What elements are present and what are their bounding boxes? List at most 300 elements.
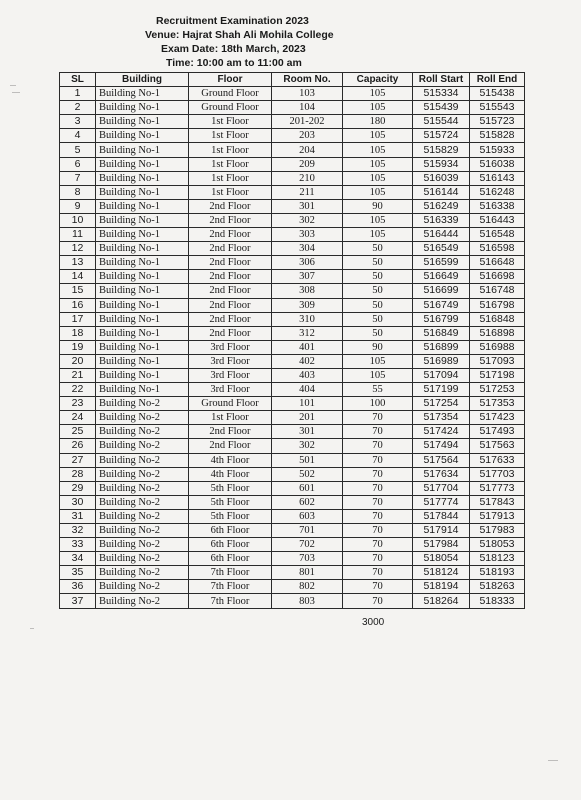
cell-floor: 6th Floor: [189, 524, 272, 538]
cell-floor: 1st Floor: [189, 143, 272, 157]
cell-sl: 22: [60, 383, 96, 397]
cell-floor: 2nd Floor: [189, 228, 272, 242]
table-row: [60, 298, 525, 312]
cell-room-no: 402: [272, 354, 343, 368]
cell-roll-start: 516444: [413, 228, 470, 242]
cell-roll-start: 516799: [413, 312, 470, 326]
cell-capacity: 50: [343, 256, 413, 270]
table-row: [60, 467, 525, 481]
cell-floor: 7th Floor: [189, 566, 272, 580]
cell-room-no: 304: [272, 242, 343, 256]
cell-capacity: 70: [343, 552, 413, 566]
cell-roll-end: 515828: [470, 129, 525, 143]
table-row: [60, 538, 525, 552]
cell-roll-start: 515439: [413, 101, 470, 115]
table-row: [60, 340, 525, 354]
cell-sl: 34: [60, 552, 96, 566]
cell-sl: 25: [60, 425, 96, 439]
cell-room-no: 312: [272, 326, 343, 340]
cell-room-no: 201-202: [272, 115, 343, 129]
cell-capacity: 100: [343, 397, 413, 411]
table-row: [60, 580, 525, 594]
cell-roll-start: 516549: [413, 242, 470, 256]
cell-capacity: 180: [343, 115, 413, 129]
cell-sl: 17: [60, 312, 96, 326]
column-header-room-no: Room No.: [272, 73, 343, 87]
cell-room-no: 310: [272, 312, 343, 326]
table-row: [60, 552, 525, 566]
cell-room-no: 306: [272, 256, 343, 270]
cell-room-no: 404: [272, 383, 343, 397]
cell-room-no: 101: [272, 397, 343, 411]
cell-capacity: 50: [343, 298, 413, 312]
cell-roll-start: 518194: [413, 580, 470, 594]
cell-capacity: 105: [343, 101, 413, 115]
cell-roll-start: 515544: [413, 115, 470, 129]
cell-roll-start: 517494: [413, 439, 470, 453]
exam-date-line: Exam Date: 18th March, 2023: [161, 43, 306, 55]
cell-building: Building No-1: [96, 368, 189, 382]
cell-sl: 31: [60, 509, 96, 523]
cell-room-no: 308: [272, 284, 343, 298]
cell-roll-start: 517634: [413, 467, 470, 481]
cell-sl: 5: [60, 143, 96, 157]
cell-roll-end: 516338: [470, 199, 525, 213]
cell-building: Building No-1: [96, 129, 189, 143]
cell-capacity: 70: [343, 467, 413, 481]
cell-sl: 33: [60, 538, 96, 552]
table-row: [60, 383, 525, 397]
table-row: [60, 256, 525, 270]
cell-roll-end: 516748: [470, 284, 525, 298]
cell-roll-start: 515829: [413, 143, 470, 157]
cell-roll-start: 518054: [413, 552, 470, 566]
cell-roll-start: 516144: [413, 185, 470, 199]
table-row: [60, 213, 525, 227]
cell-roll-start: 517774: [413, 495, 470, 509]
cell-building: Building No-1: [96, 87, 189, 101]
table-header-row: [60, 73, 525, 87]
cell-room-no: 803: [272, 594, 343, 608]
cell-roll-end: 516648: [470, 256, 525, 270]
cell-building: Building No-2: [96, 411, 189, 425]
cell-room-no: 203: [272, 129, 343, 143]
table-row: [60, 270, 525, 284]
table-row: [60, 228, 525, 242]
cell-capacity: 105: [343, 354, 413, 368]
cell-floor: 1st Floor: [189, 171, 272, 185]
table-row: [60, 284, 525, 298]
column-header-roll-end: Roll End: [470, 73, 525, 87]
cell-roll-start: 515934: [413, 157, 470, 171]
cell-roll-start: 517424: [413, 425, 470, 439]
cell-floor: Ground Floor: [189, 87, 272, 101]
cell-capacity: 70: [343, 509, 413, 523]
cell-floor: 2nd Floor: [189, 199, 272, 213]
column-header-floor: Floor: [189, 73, 272, 87]
cell-room-no: 403: [272, 368, 343, 382]
cell-roll-start: 516039: [413, 171, 470, 185]
cell-room-no: 802: [272, 580, 343, 594]
cell-sl: 18: [60, 326, 96, 340]
cell-building: Building No-1: [96, 354, 189, 368]
table-row: [60, 566, 525, 580]
cell-capacity: 105: [343, 368, 413, 382]
cell-room-no: 210: [272, 171, 343, 185]
cell-roll-start: 516599: [413, 256, 470, 270]
cell-building: Building No-2: [96, 453, 189, 467]
cell-building: Building No-2: [96, 566, 189, 580]
cell-capacity: 90: [343, 199, 413, 213]
cell-sl: 7: [60, 171, 96, 185]
table-row: [60, 101, 525, 115]
cell-roll-end: 518053: [470, 538, 525, 552]
cell-sl: 28: [60, 467, 96, 481]
cell-floor: 5th Floor: [189, 509, 272, 523]
table-row: [60, 312, 525, 326]
cell-sl: 23: [60, 397, 96, 411]
cell-roll-start: 517914: [413, 524, 470, 538]
cell-sl: 2: [60, 101, 96, 115]
cell-building: Building No-1: [96, 101, 189, 115]
cell-capacity: 70: [343, 538, 413, 552]
cell-sl: 30: [60, 495, 96, 509]
cell-roll-start: 516699: [413, 284, 470, 298]
cell-roll-end: 518333: [470, 594, 525, 608]
cell-floor: 2nd Floor: [189, 284, 272, 298]
cell-sl: 16: [60, 298, 96, 312]
cell-floor: 2nd Floor: [189, 439, 272, 453]
cell-roll-end: 516598: [470, 242, 525, 256]
table-body: [60, 87, 525, 608]
table-row: [60, 199, 525, 213]
table-row: [60, 185, 525, 199]
cell-roll-end: 518123: [470, 552, 525, 566]
cell-roll-end: 517633: [470, 453, 525, 467]
cell-roll-start: 516649: [413, 270, 470, 284]
cell-capacity: 50: [343, 326, 413, 340]
cell-roll-start: 516989: [413, 354, 470, 368]
cell-sl: 26: [60, 439, 96, 453]
cell-floor: 5th Floor: [189, 481, 272, 495]
cell-capacity: 105: [343, 171, 413, 185]
cell-capacity: 90: [343, 340, 413, 354]
cell-roll-start: 518124: [413, 566, 470, 580]
cell-roll-start: 516249: [413, 199, 470, 213]
cell-building: Building No-1: [96, 270, 189, 284]
cell-roll-start: 517354: [413, 411, 470, 425]
cell-room-no: 211: [272, 185, 343, 199]
cell-floor: Ground Floor: [189, 397, 272, 411]
cell-roll-end: 516248: [470, 185, 525, 199]
cell-building: Building No-1: [96, 298, 189, 312]
table-row: [60, 129, 525, 143]
cell-building: Building No-1: [96, 228, 189, 242]
cell-sl: 1: [60, 87, 96, 101]
cell-sl: 36: [60, 580, 96, 594]
column-header-roll-start: Roll Start: [413, 73, 470, 87]
cell-floor: 3rd Floor: [189, 354, 272, 368]
cell-sl: 19: [60, 340, 96, 354]
cell-roll-end: 516443: [470, 213, 525, 227]
cell-building: Building No-2: [96, 425, 189, 439]
cell-roll-start: 518264: [413, 594, 470, 608]
cell-building: Building No-1: [96, 115, 189, 129]
cell-roll-end: 517703: [470, 467, 525, 481]
table-row: [60, 495, 525, 509]
cell-roll-end: 517253: [470, 383, 525, 397]
cell-roll-start: 515724: [413, 129, 470, 143]
cell-floor: 1st Floor: [189, 129, 272, 143]
cell-roll-start: 515334: [413, 87, 470, 101]
cell-sl: 14: [60, 270, 96, 284]
cell-floor: 3rd Floor: [189, 383, 272, 397]
cell-floor: 5th Floor: [189, 495, 272, 509]
cell-roll-end: 517198: [470, 368, 525, 382]
total-capacity: 3000: [362, 617, 385, 628]
cell-floor: 7th Floor: [189, 580, 272, 594]
cell-roll-end: 515933: [470, 143, 525, 157]
cell-building: Building No-1: [96, 157, 189, 171]
cell-floor: 2nd Floor: [189, 242, 272, 256]
cell-capacity: 70: [343, 580, 413, 594]
cell-building: Building No-1: [96, 326, 189, 340]
cell-building: Building No-2: [96, 397, 189, 411]
cell-capacity: 70: [343, 425, 413, 439]
table-row: [60, 87, 525, 101]
cell-capacity: 105: [343, 87, 413, 101]
cell-room-no: 201: [272, 411, 343, 425]
cell-room-no: 602: [272, 495, 343, 509]
cell-building: Building No-1: [96, 213, 189, 227]
cell-roll-end: 517983: [470, 524, 525, 538]
cell-capacity: 50: [343, 312, 413, 326]
table-row: [60, 524, 525, 538]
table-row: [60, 425, 525, 439]
cell-roll-end: 517843: [470, 495, 525, 509]
cell-building: Building No-2: [96, 552, 189, 566]
table-row: [60, 326, 525, 340]
cell-building: Building No-1: [96, 340, 189, 354]
cell-floor: 1st Floor: [189, 185, 272, 199]
cell-floor: 2nd Floor: [189, 213, 272, 227]
cell-room-no: 702: [272, 538, 343, 552]
cell-roll-start: 517254: [413, 397, 470, 411]
cell-building: Building No-1: [96, 171, 189, 185]
cell-roll-end: 517563: [470, 439, 525, 453]
cell-roll-end: 516988: [470, 340, 525, 354]
cell-floor: 1st Floor: [189, 411, 272, 425]
cell-floor: 1st Floor: [189, 115, 272, 129]
cell-building: Building No-2: [96, 495, 189, 509]
cell-roll-start: 516339: [413, 213, 470, 227]
cell-sl: 24: [60, 411, 96, 425]
cell-capacity: 70: [343, 495, 413, 509]
column-header-building: Building: [96, 73, 189, 87]
cell-building: Building No-1: [96, 284, 189, 298]
cell-room-no: 103: [272, 87, 343, 101]
cell-sl: 8: [60, 185, 96, 199]
venue-line: Venue: Hajrat Shah Ali Mohila College: [145, 29, 334, 41]
cell-capacity: 50: [343, 284, 413, 298]
cell-roll-end: 516898: [470, 326, 525, 340]
cell-roll-end: 516848: [470, 312, 525, 326]
cell-roll-end: 517493: [470, 425, 525, 439]
cell-building: Building No-1: [96, 199, 189, 213]
scan-mark: [10, 85, 16, 86]
cell-building: Building No-2: [96, 481, 189, 495]
cell-floor: 7th Floor: [189, 594, 272, 608]
cell-floor: 3rd Floor: [189, 368, 272, 382]
cell-roll-end: 517423: [470, 411, 525, 425]
scan-mark: [548, 760, 558, 761]
cell-capacity: 70: [343, 524, 413, 538]
table-row: [60, 242, 525, 256]
table-row: [60, 115, 525, 129]
cell-floor: 6th Floor: [189, 552, 272, 566]
scan-mark: [12, 92, 20, 93]
table-row: [60, 439, 525, 453]
cell-room-no: 401: [272, 340, 343, 354]
cell-building: Building No-2: [96, 439, 189, 453]
cell-building: Building No-2: [96, 580, 189, 594]
cell-sl: 13: [60, 256, 96, 270]
table-row: [60, 397, 525, 411]
cell-roll-end: 516798: [470, 298, 525, 312]
cell-sl: 10: [60, 213, 96, 227]
cell-building: Building No-1: [96, 312, 189, 326]
cell-building: Building No-1: [96, 383, 189, 397]
cell-building: Building No-1: [96, 256, 189, 270]
cell-building: Building No-1: [96, 143, 189, 157]
cell-capacity: 50: [343, 242, 413, 256]
cell-sl: 27: [60, 453, 96, 467]
cell-room-no: 104: [272, 101, 343, 115]
cell-roll-start: 517094: [413, 368, 470, 382]
cell-roll-end: 515723: [470, 115, 525, 129]
cell-roll-start: 517199: [413, 383, 470, 397]
table-row: [60, 171, 525, 185]
cell-roll-end: 516143: [470, 171, 525, 185]
cell-capacity: 55: [343, 383, 413, 397]
cell-roll-start: 517564: [413, 453, 470, 467]
table-row: [60, 453, 525, 467]
cell-sl: 35: [60, 566, 96, 580]
cell-capacity: 70: [343, 411, 413, 425]
cell-roll-end: 515438: [470, 87, 525, 101]
cell-sl: 37: [60, 594, 96, 608]
cell-room-no: 801: [272, 566, 343, 580]
cell-floor: 2nd Floor: [189, 312, 272, 326]
cell-roll-end: 516698: [470, 270, 525, 284]
cell-roll-end: 517353: [470, 397, 525, 411]
cell-roll-end: 518193: [470, 566, 525, 580]
cell-room-no: 603: [272, 509, 343, 523]
cell-sl: 9: [60, 199, 96, 213]
table-row: [60, 594, 525, 608]
cell-sl: 4: [60, 129, 96, 143]
cell-capacity: 70: [343, 481, 413, 495]
cell-room-no: 301: [272, 425, 343, 439]
cell-floor: 2nd Floor: [189, 326, 272, 340]
exam-title: Recruitment Examination 2023: [156, 15, 309, 27]
cell-floor: 2nd Floor: [189, 298, 272, 312]
seat-plan-table: [59, 72, 525, 609]
cell-floor: 1st Floor: [189, 157, 272, 171]
cell-sl: 21: [60, 368, 96, 382]
document-header: [0, 14, 581, 70]
cell-floor: 4th Floor: [189, 467, 272, 481]
cell-capacity: 105: [343, 228, 413, 242]
cell-building: Building No-1: [96, 185, 189, 199]
cell-capacity: 50: [343, 270, 413, 284]
cell-room-no: 301: [272, 199, 343, 213]
cell-floor: 3rd Floor: [189, 340, 272, 354]
cell-building: Building No-2: [96, 524, 189, 538]
cell-sl: 29: [60, 481, 96, 495]
cell-sl: 6: [60, 157, 96, 171]
cell-roll-start: 516849: [413, 326, 470, 340]
cell-room-no: 502: [272, 467, 343, 481]
cell-capacity: 105: [343, 185, 413, 199]
cell-room-no: 204: [272, 143, 343, 157]
cell-room-no: 701: [272, 524, 343, 538]
cell-building: Building No-2: [96, 467, 189, 481]
table-row: [60, 354, 525, 368]
table-row: [60, 143, 525, 157]
column-header-capacity: Capacity: [343, 73, 413, 87]
scan-mark: [30, 628, 34, 629]
column-header-sl: SL: [60, 73, 96, 87]
cell-sl: 3: [60, 115, 96, 129]
cell-room-no: 307: [272, 270, 343, 284]
cell-room-no: 303: [272, 228, 343, 242]
table-row: [60, 157, 525, 171]
cell-roll-start: 516749: [413, 298, 470, 312]
cell-roll-end: 518263: [470, 580, 525, 594]
cell-room-no: 209: [272, 157, 343, 171]
cell-sl: 20: [60, 354, 96, 368]
cell-building: Building No-1: [96, 242, 189, 256]
cell-capacity: 105: [343, 157, 413, 171]
table-row: [60, 411, 525, 425]
cell-room-no: 302: [272, 439, 343, 453]
cell-building: Building No-2: [96, 538, 189, 552]
cell-building: Building No-2: [96, 509, 189, 523]
cell-roll-start: 516899: [413, 340, 470, 354]
cell-floor: 2nd Floor: [189, 270, 272, 284]
cell-floor: Ground Floor: [189, 101, 272, 115]
cell-capacity: 105: [343, 213, 413, 227]
cell-roll-end: 517913: [470, 509, 525, 523]
cell-room-no: 703: [272, 552, 343, 566]
table-row: [60, 368, 525, 382]
exam-time-line: Time: 10:00 am to 11:00 am: [166, 57, 302, 69]
cell-roll-start: 517844: [413, 509, 470, 523]
cell-roll-end: 516038: [470, 157, 525, 171]
cell-roll-start: 517704: [413, 481, 470, 495]
cell-capacity: 105: [343, 129, 413, 143]
cell-sl: 32: [60, 524, 96, 538]
cell-capacity: 70: [343, 594, 413, 608]
cell-capacity: 70: [343, 453, 413, 467]
table-row: [60, 509, 525, 523]
cell-capacity: 70: [343, 439, 413, 453]
cell-room-no: 501: [272, 453, 343, 467]
cell-capacity: 105: [343, 143, 413, 157]
cell-roll-end: 516548: [470, 228, 525, 242]
cell-roll-end: 515543: [470, 101, 525, 115]
